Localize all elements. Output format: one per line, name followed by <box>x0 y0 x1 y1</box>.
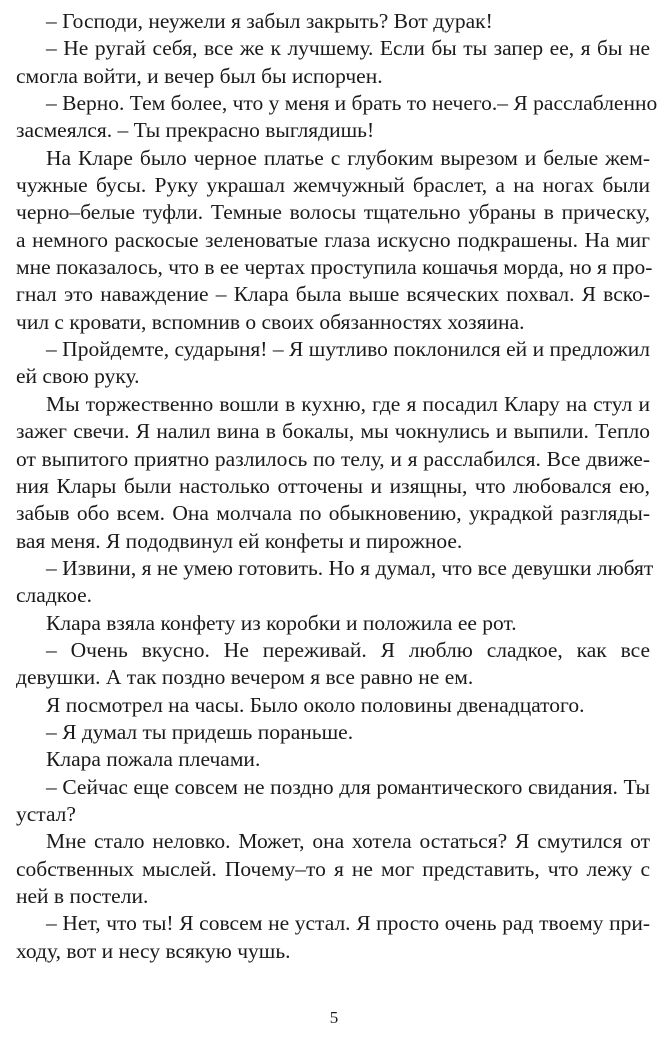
text-line: – Сейчас еще совсем не поздно для романтического свидания. Ты <box>46 774 650 799</box>
text-line: зажег свечи. Я налил вина в бокалы, мы чокнулись и выпили. Тепло <box>16 419 650 444</box>
text-line: – Пройдемте, сударыня! – Я шутливо поклонился ей и предложил <box>46 337 650 362</box>
text-line: Клара пожала плечами. <box>46 747 261 772</box>
text-line: На Кларе было черное платье с глубоким вырезом и белые жем- <box>46 145 650 170</box>
text-line: – Очень вкусно. Не переживай. Я люблю сладкое, как все <box>46 637 650 662</box>
text-line: – Извини, я не умею готовить. Но я думал, что все девушки любят <box>46 555 654 580</box>
text-line: вая меня. Я пододвинул ей конфеты и пирожное. <box>16 528 463 553</box>
text-line: ей свою руку. <box>16 364 140 389</box>
text-line: – Верно. Тем более, что у меня и брать то нечего.– Я расслабленно <box>46 91 658 116</box>
text-line: устал? <box>16 801 76 826</box>
text-line: черно–белые туфли. Темные волосы тщательно убраны в прическу, <box>16 200 650 225</box>
text-line: – Господи, неужели я забыл закрыть? Вот дурак! <box>46 9 493 33</box>
text-line: смогла войти, и вечер был бы испорчен. <box>16 63 383 88</box>
text-line: – Я думал ты придешь пораньше. <box>46 719 354 744</box>
text-line: от выпитого приятно разлилось по телу, и я расслабился. Все движе- <box>16 446 650 471</box>
text-line: засмеялся. – Ты прекрасно выглядишь! <box>16 118 375 143</box>
text-line: девушки. А так поздно вечером я все равно не ем. <box>16 665 474 690</box>
text-line: гнал это наваждение – Клара была выше всяческих похвал. Я вско- <box>16 282 650 307</box>
text-line: собственных мыслей. Почему–то я не мог представить, что лежу с <box>16 856 650 881</box>
page-number: 5 <box>329 1008 339 1027</box>
text-line: Мы торжественно вошли в кухню, где я посадил Клару на стул и <box>46 391 650 416</box>
text-line: – Нет, что ты! Я совсем не устал. Я просто очень рад твоему при- <box>46 911 650 936</box>
text-line: ходу, вот и несу всякую чушь. <box>16 938 291 963</box>
text-line: забыв обо всем. Она молчала по обыкновению, украдкой разгляды- <box>16 501 650 526</box>
text-line: ней в постели. <box>16 884 149 908</box>
text-line: сладкое. <box>16 583 93 608</box>
text-line: Я посмотрел на часы. Было около половины двенадцатого. <box>46 692 585 717</box>
text-line: ния Клары были настолько отточены и изящны, что любовался ею, <box>16 473 650 498</box>
text-line: чужные бусы. Руку украшал жемчужный браслет, а на ногах были <box>16 173 650 198</box>
text-line: Клара взяла конфету из коробки и положила ее рот. <box>46 610 517 635</box>
text-line: – Не ругай себя, все же к лучшему. Если бы ты запер ее, я бы не <box>46 36 650 61</box>
text-line: Мне стало неловко. Может, она хотела остаться? Я смутился от <box>46 829 650 854</box>
page-text-body <box>16 8 658 965</box>
text-line: мне показалось, что в ее чертах проступила кошачья морда, но я про- <box>16 255 653 280</box>
text-line: чил с кровати, вспомнив о своих обязанностях хозяина. <box>16 309 525 334</box>
text-line: а немного раскосые зеленоватые глаза искусно подкрашены. На миг <box>16 227 650 252</box>
